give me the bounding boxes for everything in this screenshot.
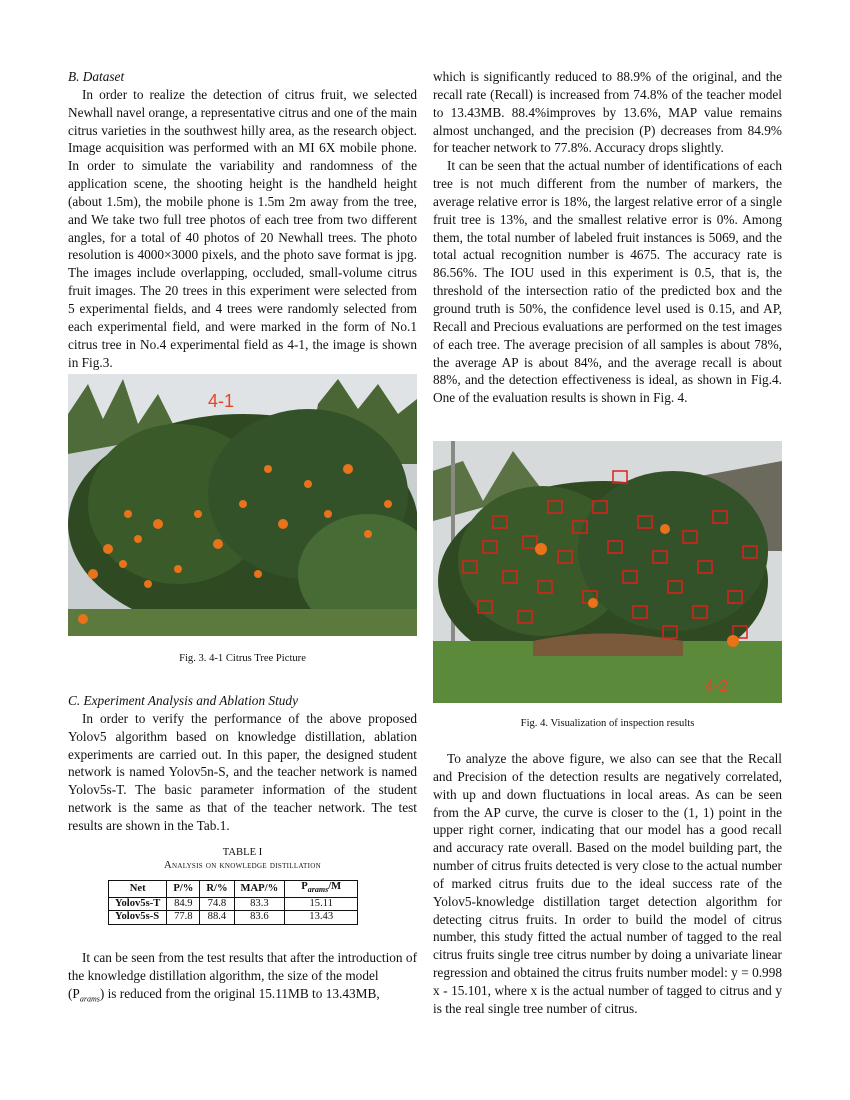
figure-4-detection-results bbox=[433, 441, 782, 703]
table-cell: 13.43 bbox=[285, 911, 358, 925]
figure-label: 4-1 bbox=[208, 391, 235, 411]
paragraph: It can be seen that the actual number of identifications of each tree is not much different from the number of markers, the average relative error is 18%, the largest relative error of a single fruit tree is 13%, and the smallest relative error is 0%. Among them, the total number of labeled fruit instances is 5069, and the total actual recognition number is 4675. The accuracy rate is 86.56%. The IOU used in this experiment is 0.5, that is, the threshold of the intersection ratio of the predicted box and the ground truth is 50%, the confidence level used is 0.15, and AP, Recall and Precious evaluations are performed on the test images of each tree. The average precision of all samples is about 78%, the average AP is about 84%, and the average recall is about 88%, and the detection effectiveness is ideal, as shown in Fig.4. One of the evaluation results is shown in Fig. 4. bbox=[433, 158, 782, 406]
col-header: $P_{arams}/M$ bbox=[285, 881, 358, 898]
table-row bbox=[109, 897, 358, 911]
figure-4-caption: Fig. 4. Visualization of inspection results bbox=[520, 718, 695, 729]
right-top-text bbox=[433, 68, 782, 407]
paragraph: In order to realize the detection of citrus fruit, we selected Newhall navel orange, a representative citrus and one of the main citrus varieties in the southwest hilly area, as the research object. Image acquisition was performed with an MI 6X mobile phone. In order to simulate the variability and randomness of the application scene, the shooting height is the handheld height (about 1.5m), the mobile phone is 1.5m 2m away from the tree, and We take two full tree photos of each tree from two different angles, for a total of 40 photos of 20 Newhall trees. The photo resolution is 4000×3000 pixels, and the photo save format is jpg. The images include overlapping, occluded, small-volume citrus fruit images. The 20 trees in this experiment were selected from 5 experimental fields, and 4 trees were randomly selected from each experimental field, and were marked in the form of No.1 citrus tree in No.4 experimental field as 4-1, the image is shown in Fig.3. bbox=[68, 86, 417, 370]
citrus-tree-photo bbox=[68, 374, 417, 636]
col-header: R/% bbox=[200, 881, 234, 898]
col-header: P/% bbox=[167, 881, 200, 898]
table-1 bbox=[108, 880, 358, 925]
figure-label: 4-2 bbox=[705, 678, 729, 695]
table-number: TABLE I bbox=[222, 847, 263, 858]
paragraph-continued: $(P_{arams})$ is reduced from the original 15.11MB to 13.43MB, bbox=[68, 985, 380, 1004]
left-bottom-text bbox=[68, 949, 417, 1008]
table-cell: 84.9 bbox=[167, 897, 200, 911]
table-header-row bbox=[109, 881, 358, 898]
section-heading: B. Dataset bbox=[68, 69, 125, 84]
figure-3-caption: Fig. 3. 4-1 Citrus Tree Picture bbox=[179, 653, 306, 664]
table-cell: 74.8 bbox=[200, 897, 234, 911]
table-1-title-block bbox=[68, 846, 417, 872]
detection-photo bbox=[433, 441, 782, 703]
section-heading: C. Experiment Analysis and Ablation Study bbox=[68, 693, 298, 708]
table-title: Analysis on knowledge distillation bbox=[164, 860, 321, 871]
section-b bbox=[68, 68, 417, 371]
table-cell: 83.6 bbox=[234, 911, 285, 925]
table-cell: 88.4 bbox=[200, 911, 234, 925]
table-cell: 15.11 bbox=[285, 897, 358, 911]
table-cell: 77.8 bbox=[167, 911, 200, 925]
paragraph: It can be seen from the test results that after the introduction of the knowledge distillation algorithm, the size of the model bbox=[68, 950, 417, 983]
paragraph: In order to verify the performance of the above proposed Yolov5 algorithm based on knowledge distillation, ablation experiments are carried out. In this paper, the designed student network is named Yolov5n-S, and the teacher network is named Yolov5s-T. The basic parameter information of the student network is the same as that of the teacher network. The test results are shown in the Tab.1. bbox=[68, 710, 417, 833]
paragraph: which is significantly reduced to 88.9% of the original, and the recall rate (Recall) is increased from 74.8% of the teacher model to 13.43MB. 88.4%improves by 13.6%, MAP value remains almost unchanged, and the precision (P) decreases from 84.9% for teacher network to 77.8%. Accuracy drops slightly. bbox=[433, 69, 782, 156]
figure-3-citrus-tree bbox=[68, 374, 417, 636]
col-header: Net bbox=[109, 881, 167, 898]
table-row bbox=[109, 911, 358, 925]
table-cell: 83.3 bbox=[234, 897, 285, 911]
col-header: MAP/% bbox=[234, 881, 285, 898]
section-c bbox=[68, 692, 417, 835]
table-cell: Yolov5s-T bbox=[109, 897, 167, 911]
right-bottom-text bbox=[433, 750, 782, 1018]
table-cell: Yolov5s-S bbox=[109, 911, 167, 925]
paragraph: To analyze the above figure, we also can see that the Recall and Precision of the detection results are negatively correlated, with up and down fluctuations in local areas. As can be seen from the AP curve, the curve is closer to the (1, 1) point in the upper right corner, indicating that our model has a good recall and accuracy rate overall. Based on the model building part, the number of citrus fruits detected is very close to the actual number of marked citrus fruits due to the ideal success rate of the Yolov5-knowledge distillation target detection algorithm for detecting citrus fruits. In order to build the model of citrus number, this study fitted the actual number of tagged to the real citrus fruits single tree citrus number by doing a univariate linear regression and obtained the citrus fruits number model: y = 0.998 x - 15.101, where x is the actual number of tagged to citrus and y is the real single tree number of citrus. bbox=[433, 751, 782, 1016]
